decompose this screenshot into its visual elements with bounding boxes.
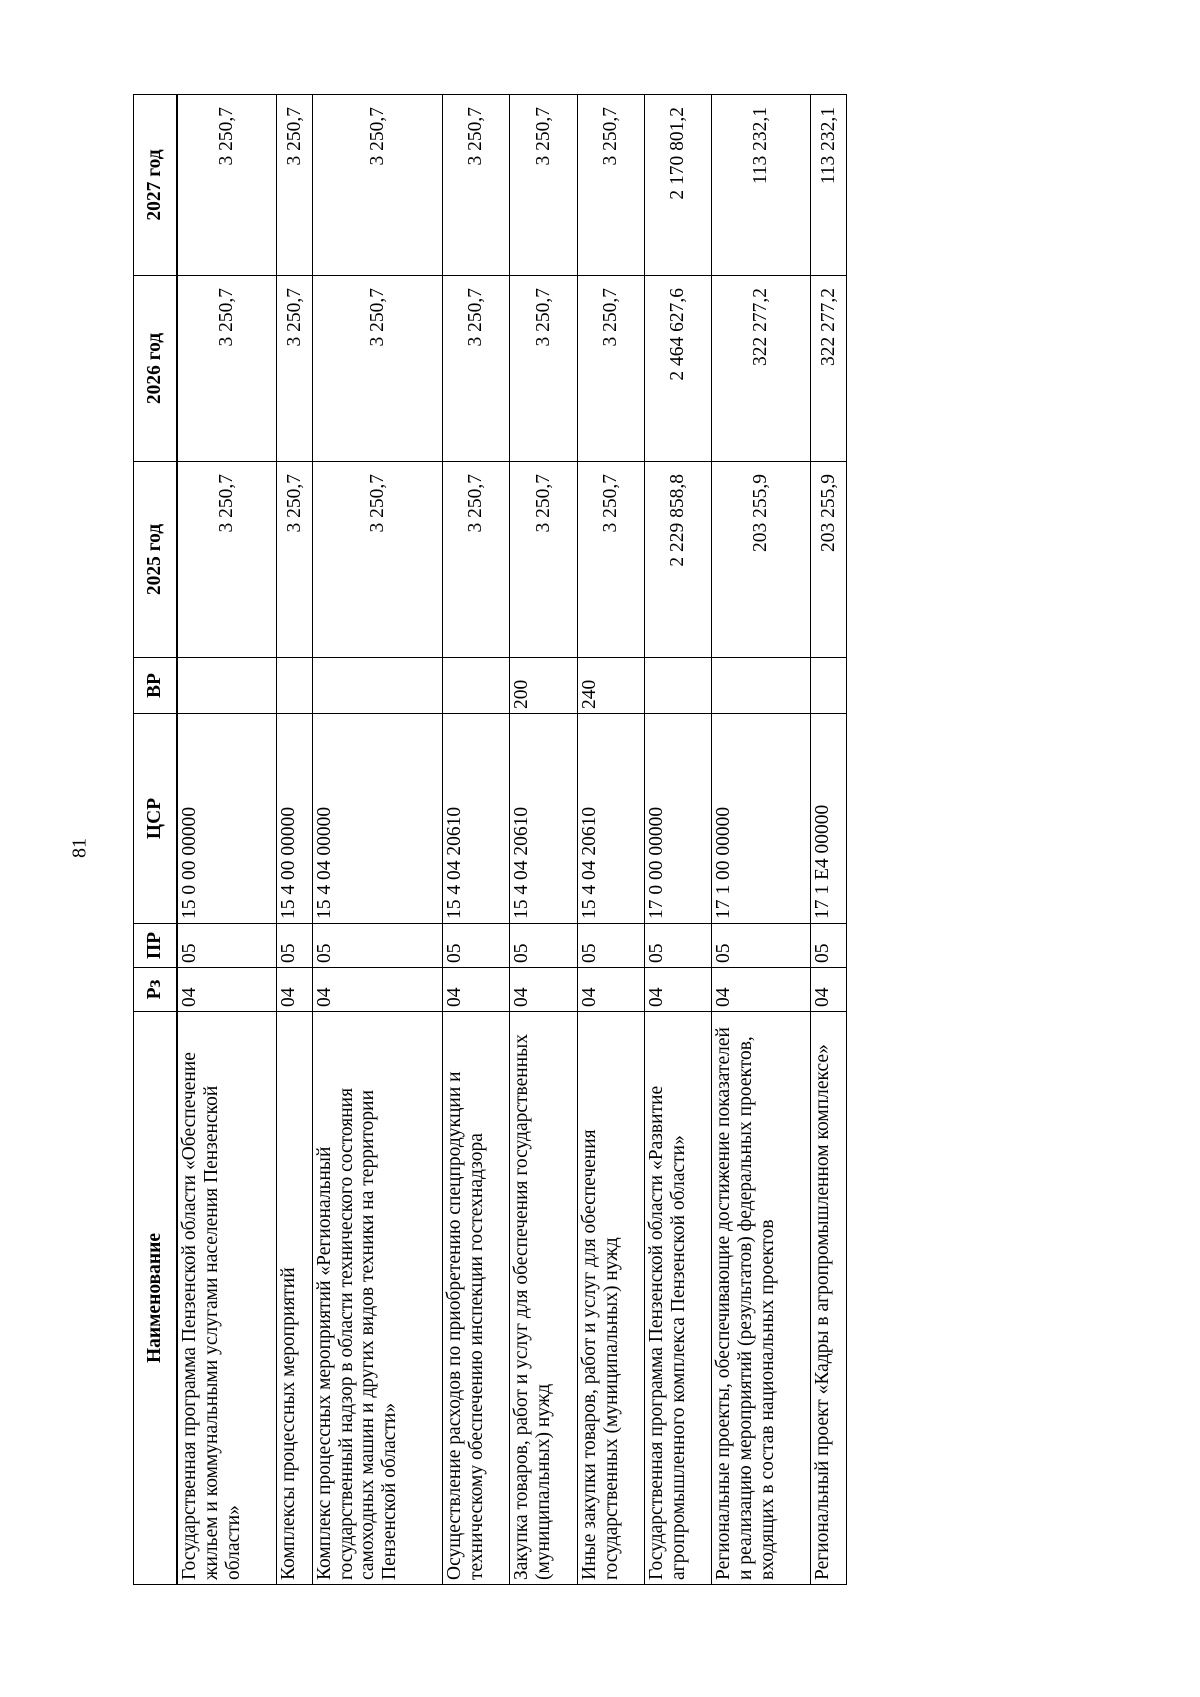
cell-rz: 04 xyxy=(510,968,577,1012)
page-number: 81 xyxy=(68,838,91,858)
cell-rz: 04 xyxy=(177,968,277,1012)
cell-csr: 15 4 04 20610 xyxy=(443,714,510,924)
cell-2026: 2 464 627,6 xyxy=(645,276,712,462)
cell-csr: 17 0 00 00000 xyxy=(645,714,712,924)
header-name: Наименование xyxy=(134,1012,178,1585)
cell-vr xyxy=(811,658,847,714)
cell-rz: 04 xyxy=(312,968,442,1012)
cell-2025: 3 250,7 xyxy=(510,462,577,658)
cell-2027: 3 250,7 xyxy=(510,95,577,276)
cell-name: Комплексы процессных мероприятий xyxy=(277,1012,313,1585)
cell-pr: 05 xyxy=(645,924,712,968)
cell-vr: 240 xyxy=(577,658,644,714)
rotated-table-container xyxy=(133,95,847,1585)
cell-rz: 04 xyxy=(811,968,847,1012)
cell-pr: 05 xyxy=(443,924,510,968)
cell-2025: 3 250,7 xyxy=(312,462,442,658)
cell-csr: 17 1 Е4 00000 xyxy=(811,714,847,924)
cell-vr xyxy=(177,658,277,714)
cell-rz: 04 xyxy=(277,968,313,1012)
cell-vr xyxy=(277,658,313,714)
cell-2027: 3 250,7 xyxy=(443,95,510,276)
cell-rz: 04 xyxy=(712,968,811,1012)
cell-name: Региональный проект «Кадры в агропромышленном комплексе» xyxy=(811,1012,847,1585)
cell-name: Иные закупки товаров, работ и услуг для обеспечения государственных (муниципальных) нужд xyxy=(577,1012,644,1585)
header-pr: ПР xyxy=(134,924,178,968)
cell-rz: 04 xyxy=(577,968,644,1012)
cell-csr: 15 4 04 20610 xyxy=(510,714,577,924)
cell-2025: 3 250,7 xyxy=(443,462,510,658)
header-2025: 2025 год xyxy=(134,462,178,658)
cell-vr: 200 xyxy=(510,658,577,714)
cell-rz: 04 xyxy=(443,968,510,1012)
cell-name: Региональные проекты, обеспечивающие достижение показателей и реализацию мероприятий (результатов) федеральных проектов, входящих в состав национальных проектов xyxy=(712,1012,811,1585)
cell-csr: 15 4 04 00000 xyxy=(312,714,442,924)
cell-csr: 17 1 00 00000 xyxy=(712,714,811,924)
cell-pr: 05 xyxy=(577,924,644,968)
cell-2026: 322 277,2 xyxy=(712,276,811,462)
cell-2026: 3 250,7 xyxy=(510,276,577,462)
table-row xyxy=(577,95,644,1585)
header-2027: 2027 год xyxy=(134,95,178,276)
table-row xyxy=(277,95,313,1585)
budget-table xyxy=(133,94,847,1585)
cell-name: Осуществление расходов по приобретению спецпродукции и техническому обеспечению инспекции гостехнадзора xyxy=(443,1012,510,1585)
header-csr: ЦСР xyxy=(134,714,178,924)
cell-2026: 3 250,7 xyxy=(177,276,277,462)
cell-2026: 3 250,7 xyxy=(577,276,644,462)
cell-csr: 15 4 00 00000 xyxy=(277,714,313,924)
cell-vr xyxy=(645,658,712,714)
cell-pr: 05 xyxy=(510,924,577,968)
table-row xyxy=(177,95,277,1585)
cell-2025: 2 229 858,8 xyxy=(645,462,712,658)
cell-2027: 3 250,7 xyxy=(312,95,442,276)
cell-pr: 05 xyxy=(277,924,313,968)
cell-2026: 3 250,7 xyxy=(277,276,313,462)
cell-2025: 203 255,9 xyxy=(811,462,847,658)
header-rz: Рз xyxy=(134,968,178,1012)
cell-pr: 05 xyxy=(712,924,811,968)
cell-2027: 3 250,7 xyxy=(577,95,644,276)
header-vr: ВР xyxy=(134,658,178,714)
table-row xyxy=(712,95,811,1585)
cell-vr xyxy=(712,658,811,714)
cell-2027: 113 232,1 xyxy=(811,95,847,276)
cell-2026: 3 250,7 xyxy=(443,276,510,462)
cell-2027: 113 232,1 xyxy=(712,95,811,276)
cell-2025: 3 250,7 xyxy=(577,462,644,658)
cell-pr: 05 xyxy=(811,924,847,968)
cell-csr: 15 4 04 20610 xyxy=(577,714,644,924)
cell-name: Государственная программа Пензенской области «Развитие агропромышленного комплекса Пензенской области» xyxy=(645,1012,712,1585)
table-row xyxy=(443,95,510,1585)
table-header-row xyxy=(134,95,178,1585)
cell-pr: 05 xyxy=(312,924,442,968)
cell-name: Комплекс процессных мероприятий «Региональный государственный надзор в области технического состояния самоходных машин и других видов техники на территории Пензенской области» xyxy=(312,1012,442,1585)
cell-vr xyxy=(312,658,442,714)
cell-name: Закупка товаров, работ и услуг для обеспечения государственных (муниципальных) нужд xyxy=(510,1012,577,1585)
table-row xyxy=(510,95,577,1585)
cell-name: Государственная программа Пензенской области «Обеспечение жильем и коммунальными услугами населения Пензенской области» xyxy=(177,1012,277,1585)
cell-2027: 2 170 801,2 xyxy=(645,95,712,276)
table-row xyxy=(645,95,712,1585)
cell-2025: 203 255,9 xyxy=(712,462,811,658)
cell-2027: 3 250,7 xyxy=(277,95,313,276)
cell-2026: 3 250,7 xyxy=(312,276,442,462)
table-row xyxy=(312,95,442,1585)
cell-2027: 3 250,7 xyxy=(177,95,277,276)
cell-vr xyxy=(443,658,510,714)
header-2026: 2026 год xyxy=(134,276,178,462)
cell-2025: 3 250,7 xyxy=(177,462,277,658)
cell-pr: 05 xyxy=(177,924,277,968)
table-row xyxy=(811,95,847,1585)
cell-csr: 15 0 00 00000 xyxy=(177,714,277,924)
cell-2026: 322 277,2 xyxy=(811,276,847,462)
cell-2025: 3 250,7 xyxy=(277,462,313,658)
cell-rz: 04 xyxy=(645,968,712,1012)
